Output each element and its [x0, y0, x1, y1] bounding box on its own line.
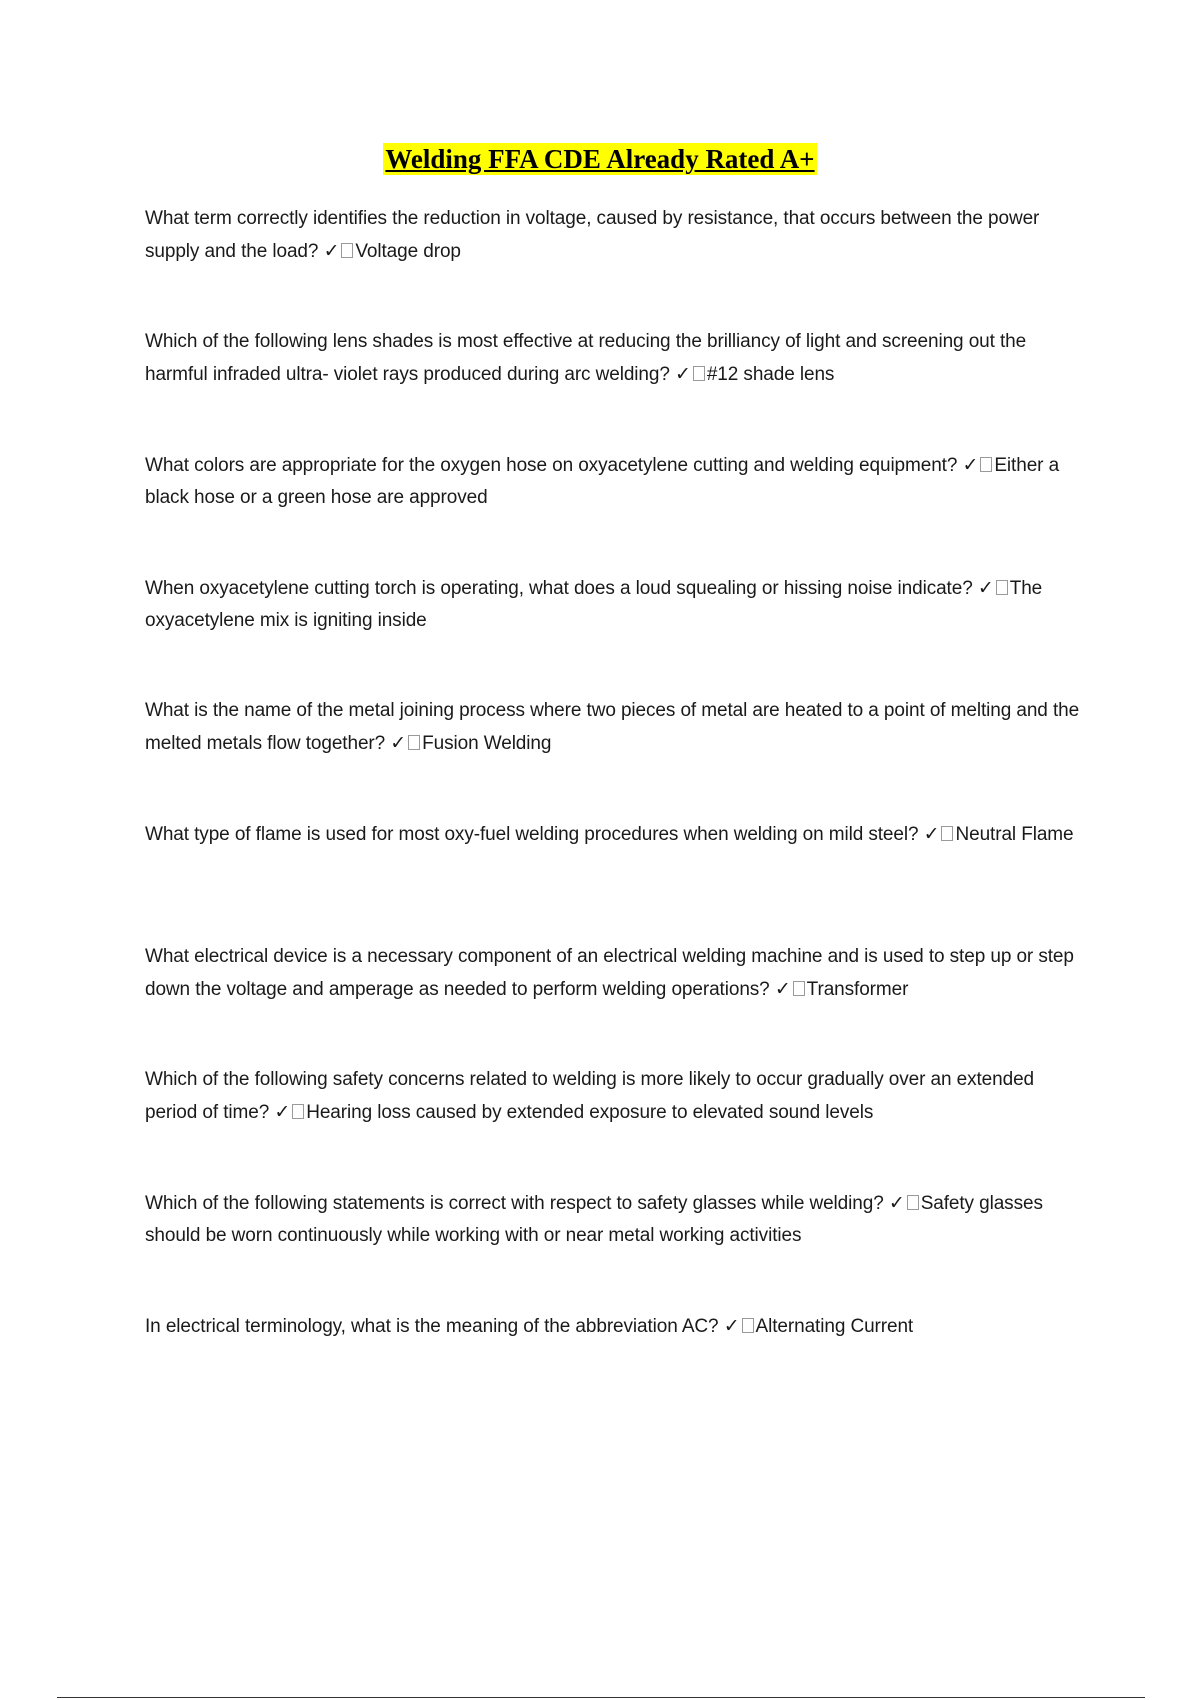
- box-glyph-icon: [693, 366, 705, 381]
- answer-text: #12 shade lens: [706, 364, 835, 385]
- qa-item: [145, 1064, 1085, 1187]
- box-glyph-icon: [408, 735, 420, 750]
- question-text: What term correctly identifies the reduction in voltage, caused by resistance, that occurs between the power supply and the load?: [145, 208, 1040, 262]
- page-title: Welding FFA CDE Already Rated A+: [385, 144, 815, 174]
- answer-text: Safety glasses should be worn continuously while working with or near metal working activities: [145, 1193, 1043, 1246]
- checkmark-icon: ✓: [323, 240, 340, 262]
- qa-item: [145, 818, 1085, 941]
- question-text: What colors are appropriate for the oxygen hose on oxyacetylene cutting and welding equipment?: [145, 455, 958, 476]
- qa-item: [145, 449, 1085, 572]
- answer-text: Transformer: [806, 979, 909, 1000]
- answer-text: The oxyacetylene mix is igniting inside: [145, 578, 1043, 631]
- qa-item: [145, 203, 1085, 326]
- question-answer-list: [145, 203, 1085, 1433]
- qa-item: [145, 695, 1085, 818]
- checkmark-icon: ✓: [274, 1101, 291, 1123]
- title-container: [0, 143, 1200, 175]
- qa-item: [145, 326, 1085, 449]
- box-glyph-icon: [941, 826, 953, 841]
- checkmark-icon: ✓: [923, 823, 940, 845]
- box-glyph-icon: [907, 1195, 919, 1210]
- question-text: What electrical device is a necessary component of an electrical welding machine and is used to step up or step down the voltage and amperage as needed to perform welding operations?: [145, 946, 1074, 1000]
- answer-text: Fusion Welding: [422, 733, 552, 754]
- box-glyph-icon: [996, 580, 1008, 595]
- checkmark-icon: ✓: [723, 1315, 740, 1337]
- answer-text: Either a black hose or a green hose are approved: [145, 455, 1060, 508]
- checkmark-icon: ✓: [888, 1192, 905, 1214]
- qa-item: [145, 941, 1085, 1064]
- answer-text: Alternating Current: [755, 1316, 914, 1337]
- box-glyph-icon: [292, 1104, 304, 1119]
- question-text: Which of the following statements is correct with respect to safety glasses while welding?: [145, 1193, 884, 1214]
- bottom-divider: [57, 1697, 1145, 1698]
- qa-item: [145, 1187, 1085, 1310]
- checkmark-icon: ✓: [962, 454, 979, 476]
- checkmark-icon: ✓: [774, 978, 791, 1000]
- question-text: What type of flame is used for most oxy-fuel welding procedures when welding on mild steel?: [145, 824, 919, 845]
- answer-text: Neutral Flame: [955, 824, 1074, 845]
- question-text: Which of the following safety concerns related to welding is more likely to occur gradually over an extended period of time?: [145, 1069, 1035, 1123]
- box-glyph-icon: [742, 1318, 754, 1333]
- box-glyph-icon: [341, 243, 353, 258]
- checkmark-icon: ✓: [977, 577, 994, 599]
- answer-text: Hearing loss caused by extended exposure to elevated sound levels: [306, 1102, 874, 1123]
- qa-item: [145, 572, 1085, 695]
- box-glyph-icon: [980, 457, 992, 472]
- box-glyph-icon: [793, 981, 805, 996]
- question-text: Which of the following lens shades is most effective at reducing the brilliancy of light and screening out the harmful infraded ultra- violet rays produced during arc welding?: [145, 331, 1027, 385]
- checkmark-icon: ✓: [390, 732, 407, 754]
- qa-item: [145, 1310, 1085, 1433]
- question-text: When oxyacetylene cutting torch is operating, what does a loud squealing or hissing noise indicate?: [145, 578, 973, 599]
- question-text: What is the name of the metal joining process where two pieces of metal are heated to a point of melting and the melted metals flow together?: [145, 700, 1080, 754]
- answer-text: Voltage drop: [355, 241, 461, 262]
- checkmark-icon: ✓: [675, 363, 691, 385]
- question-text: In electrical terminology, what is the meaning of the abbreviation AC?: [145, 1316, 719, 1337]
